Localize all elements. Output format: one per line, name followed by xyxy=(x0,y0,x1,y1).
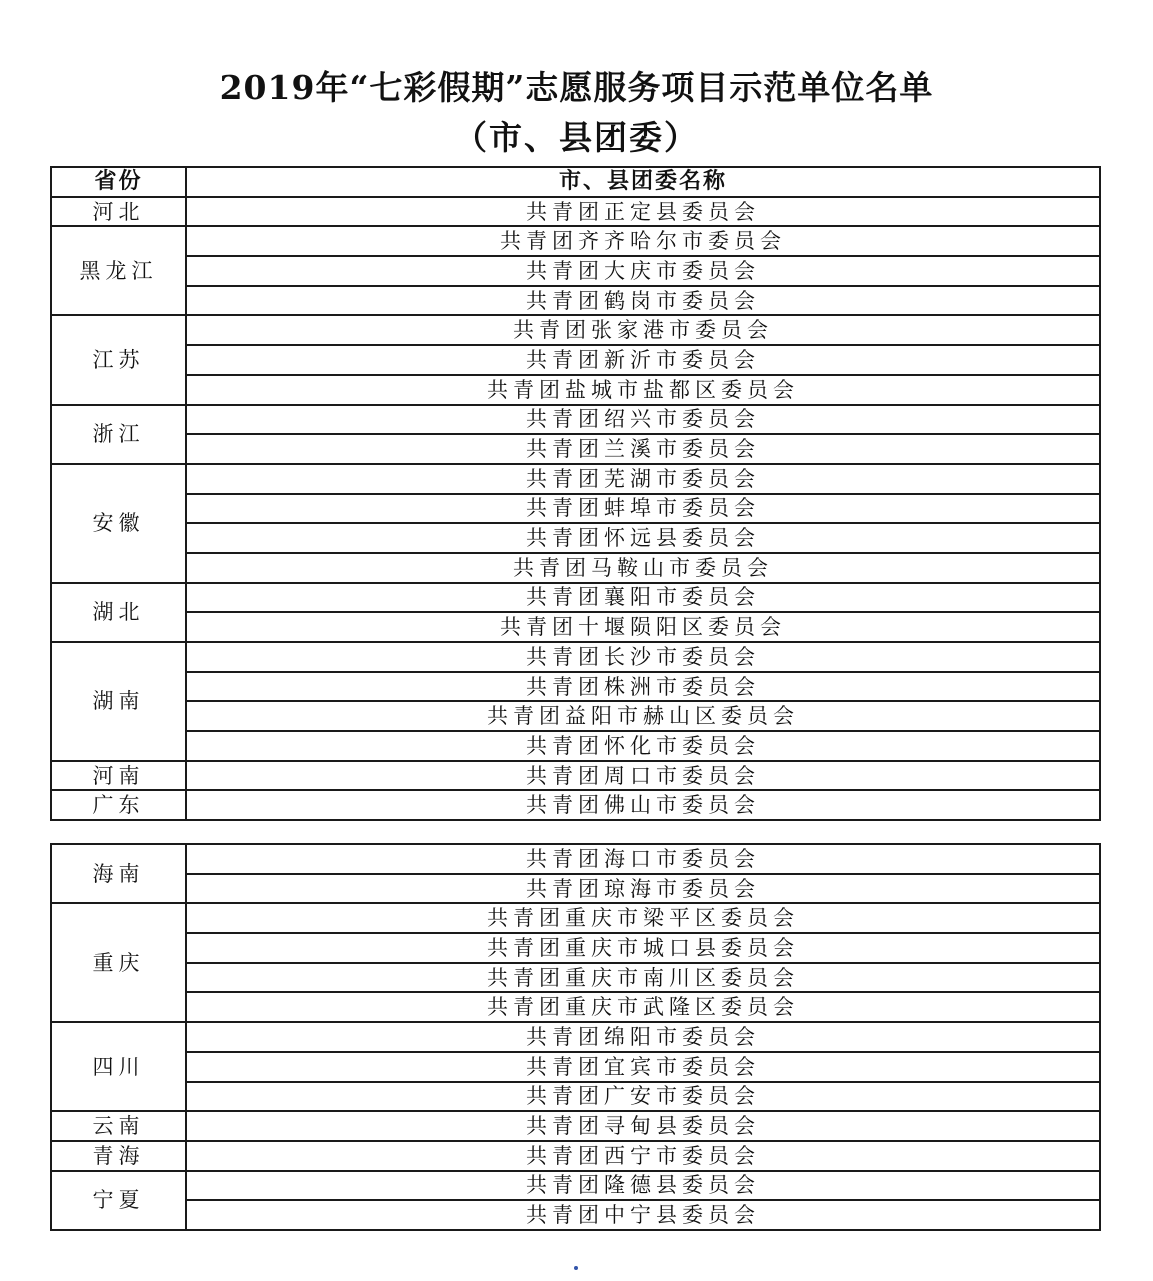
page-marker-dot xyxy=(574,1266,578,1270)
unit-name-cell: 共青团宜宾市委员会 xyxy=(186,1052,1100,1082)
province-cell: 海南 xyxy=(51,844,186,903)
table-row xyxy=(51,345,1100,375)
page-cut-gap xyxy=(48,828,1104,844)
table-row xyxy=(51,761,1100,791)
unit-name-cell: 共青团周口市委员会 xyxy=(186,761,1100,791)
province-cell: 黑龙江 xyxy=(51,226,186,315)
table-row xyxy=(51,790,1100,820)
unit-name-cell: 共青团琼海市委员会 xyxy=(186,874,1100,904)
province-cell: 湖南 xyxy=(51,642,186,761)
unit-name-cell: 共青团长沙市委员会 xyxy=(186,642,1100,672)
unit-name-cell: 共青团重庆市城口县委员会 xyxy=(186,933,1100,963)
table-row xyxy=(51,1171,1100,1201)
province-cell: 湖北 xyxy=(51,583,186,642)
unit-name-cell: 共青团隆德县委员会 xyxy=(186,1171,1100,1201)
table-row xyxy=(51,1082,1100,1112)
unit-name-cell: 共青团西宁市委员会 xyxy=(186,1141,1100,1171)
unit-name-cell: 共青团重庆市武隆区委员会 xyxy=(186,992,1100,1022)
table-row xyxy=(51,464,1100,494)
province-cell: 河南 xyxy=(51,761,186,791)
document-subtitle: （市、县团委） xyxy=(454,118,699,157)
unit-name-cell: 共青团张家港市委员会 xyxy=(186,315,1100,345)
table-row xyxy=(51,1022,1100,1052)
table-row xyxy=(51,494,1100,524)
table-row xyxy=(51,434,1100,464)
unit-name-cell: 共青团盐城市盐都区委员会 xyxy=(186,375,1100,405)
unit-name-cell: 共青团正定县委员会 xyxy=(186,197,1100,227)
table-row xyxy=(51,844,1100,874)
table-row xyxy=(51,612,1100,642)
table-row xyxy=(51,315,1100,345)
province-cell: 云南 xyxy=(51,1111,186,1141)
unit-name-cell: 共青团中宁县委员会 xyxy=(186,1200,1100,1230)
unit-name-cell: 共青团佛山市委员会 xyxy=(186,790,1100,820)
unit-name-cell: 共青团马鞍山市委员会 xyxy=(186,553,1100,583)
unit-name-cell: 共青团齐齐哈尔市委员会 xyxy=(186,226,1100,256)
unit-name-cell: 共青团绍兴市委员会 xyxy=(186,405,1100,435)
unit-name-cell: 共青团十堰陨阳区委员会 xyxy=(186,612,1100,642)
table-row xyxy=(51,1141,1100,1171)
unit-name-cell: 共青团重庆市梁平区委员会 xyxy=(186,903,1100,933)
table-row xyxy=(51,903,1100,933)
header-province: 省份 xyxy=(51,167,186,197)
table-row xyxy=(51,1111,1100,1141)
table-row xyxy=(51,1052,1100,1082)
unit-name-cell: 共青团芜湖市委员会 xyxy=(186,464,1100,494)
province-cell: 重庆 xyxy=(51,903,186,1022)
table-row xyxy=(51,874,1100,904)
province-cell: 浙江 xyxy=(51,405,186,464)
unit-name-cell: 共青团益阳市赫山区委员会 xyxy=(186,701,1100,731)
table-row xyxy=(51,583,1100,613)
table-row xyxy=(51,226,1100,256)
province-cell: 青海 xyxy=(51,1141,186,1171)
table-row xyxy=(51,642,1100,672)
province-cell: 四川 xyxy=(51,1022,186,1111)
table-row xyxy=(51,933,1100,963)
table-header-row xyxy=(51,167,1100,197)
header-unit-name: 市、县团委名称 xyxy=(186,167,1100,197)
unit-name-cell: 共青团怀远县委员会 xyxy=(186,523,1100,553)
document-title: 2019年“七彩假期”志愿服务项目示范单位名单 xyxy=(219,68,934,107)
table-row xyxy=(51,286,1100,316)
table-row xyxy=(51,405,1100,435)
unit-name-cell: 共青团蚌埠市委员会 xyxy=(186,494,1100,524)
unit-name-cell: 共青团株洲市委员会 xyxy=(186,672,1100,702)
table-row xyxy=(51,672,1100,702)
unit-name-cell: 共青团大庆市委员会 xyxy=(186,256,1100,286)
province-cell: 广东 xyxy=(51,790,186,820)
unit-name-cell: 共青团绵阳市委员会 xyxy=(186,1022,1100,1052)
unit-name-cell: 共青团襄阳市委员会 xyxy=(186,583,1100,613)
unit-name-cell: 共青团重庆市南川区委员会 xyxy=(186,963,1100,993)
table-row xyxy=(51,701,1100,731)
province-cell: 河北 xyxy=(51,197,186,227)
unit-name-cell: 共青团广安市委员会 xyxy=(186,1082,1100,1112)
table-row xyxy=(51,992,1100,1022)
table-row xyxy=(51,1200,1100,1230)
table-row xyxy=(51,197,1100,227)
table-row xyxy=(51,731,1100,761)
unit-table-part1 xyxy=(50,166,1101,821)
table-row xyxy=(51,523,1100,553)
unit-name-cell: 共青团怀化市委员会 xyxy=(186,731,1100,761)
province-cell: 江苏 xyxy=(51,315,186,404)
unit-name-cell: 共青团寻甸县委员会 xyxy=(186,1111,1100,1141)
unit-name-cell: 共青团兰溪市委员会 xyxy=(186,434,1100,464)
table-row xyxy=(51,256,1100,286)
unit-table-part2 xyxy=(50,843,1101,1231)
unit-name-cell: 共青团新沂市委员会 xyxy=(186,345,1100,375)
unit-name-cell: 共青团鹤岗市委员会 xyxy=(186,286,1100,316)
province-cell: 安徽 xyxy=(51,464,186,583)
table-row xyxy=(51,553,1100,583)
unit-name-cell: 共青团海口市委员会 xyxy=(186,844,1100,874)
table-row xyxy=(51,375,1100,405)
province-cell: 宁夏 xyxy=(51,1171,186,1230)
table-row xyxy=(51,963,1100,993)
